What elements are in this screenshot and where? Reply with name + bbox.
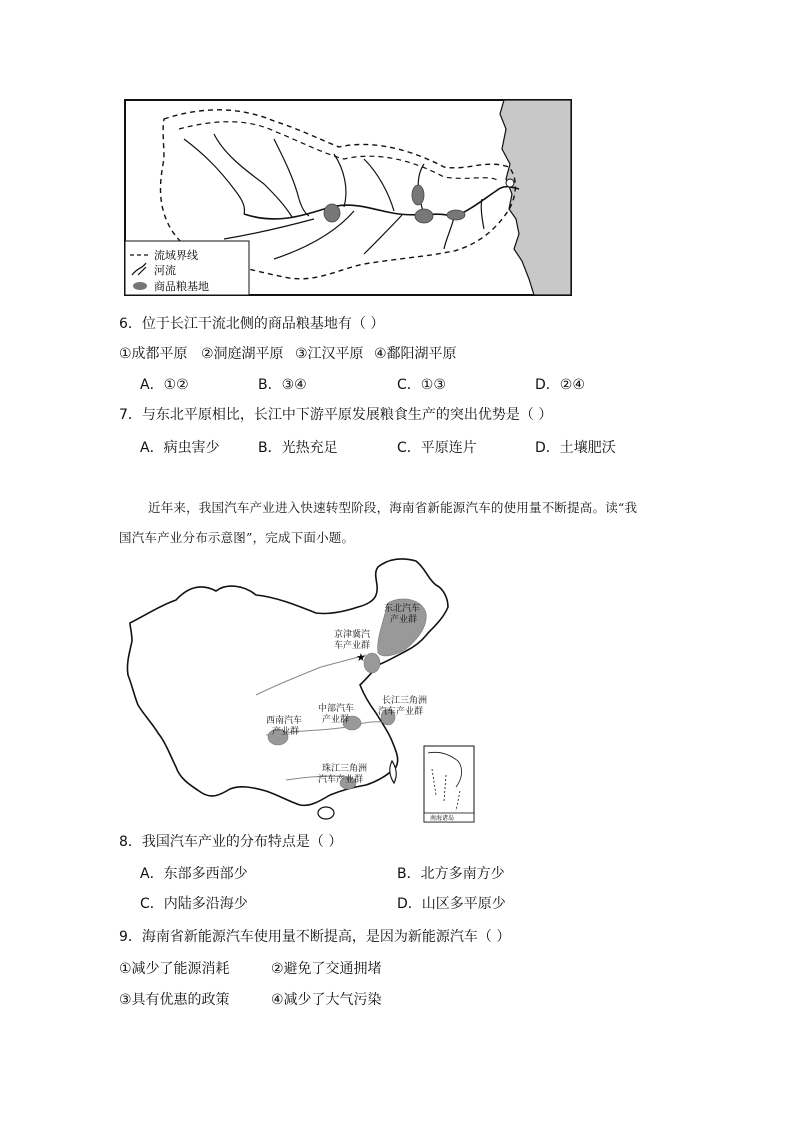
cluster-jingjinji [364, 653, 380, 673]
q7-option-c[interactable]: C．平原连片 [397, 440, 477, 456]
label-yangtze: 长江三角洲汽车产业群 [378, 696, 428, 717]
label-pearl: 珠江三角洲汽车产业群 [318, 764, 368, 785]
question-7-stem: 7．与东北平原相比，长江中下游平原发展粮食生产的突出优势是（ ） [119, 407, 553, 423]
yangtze-basin-map [124, 99, 572, 296]
q8-option-d[interactable]: D．山区多平原少 [397, 896, 506, 912]
question-9-stem: 9．海南省新能源汽车使用量不断提高，是因为新能源汽车（ ） [119, 929, 511, 945]
q8-option-a[interactable]: A．东部多西部少 [140, 866, 248, 882]
q9-statement-1: ①减少了能源消耗 [119, 961, 230, 977]
q6-option-d[interactable]: D．②④ [535, 377, 585, 393]
question-8-stem: 8．我国汽车产业的分布特点是（ ） [119, 834, 343, 850]
q8-option-b[interactable]: B．北方多南方少 [397, 866, 505, 882]
q6-option-b[interactable]: B．③④ [258, 377, 307, 393]
question-6-stem: 6．位于长江干流北侧的商品粮基地有（ ） [119, 316, 385, 332]
q9-statement-2: ②避免了交通拥堵 [271, 961, 382, 977]
china-auto-industry-map [126, 555, 478, 825]
grain-base-jianghan [412, 185, 424, 205]
grain-base-chengdu [324, 204, 340, 222]
q7-option-a[interactable]: A．病虫害少 [140, 440, 220, 456]
q7-option-b[interactable]: B．光热充足 [258, 440, 338, 456]
legend-boundary-label: 流域界线 [154, 249, 198, 262]
q6-statement-3: ③江汉平原 [295, 346, 364, 362]
label-southwest: 西南汽车产业群 [266, 716, 303, 737]
china-outline [127, 559, 448, 805]
inset-label: 南海诸岛 [430, 815, 455, 822]
intro-line-1: 近年来，我国汽车产业进入快速转型阶段，海南省新能源汽车的使用量不断提高。读“我 [148, 500, 638, 515]
q6-statement-4: ④鄱阳湖平原 [374, 346, 457, 362]
grain-base-poyang [447, 210, 465, 220]
q9-statement-3: ③具有优惠的政策 [119, 992, 230, 1008]
south-china-sea-inset [424, 746, 474, 822]
q6-option-c[interactable]: C．①③ [397, 377, 446, 393]
q6-statement-1: ①成都平原 [119, 346, 188, 362]
q6-option-a[interactable]: A．①② [140, 377, 189, 393]
q6-statement-2: ②洞庭湖平原 [201, 346, 284, 362]
q7-option-d[interactable]: D．土壤肥沃 [535, 440, 616, 456]
legend-grain-base-label: 商品粮基地 [154, 280, 209, 293]
legend-river-label: 河流 [154, 264, 176, 277]
label-northeast: 东北汽车产业群 [384, 604, 421, 625]
grain-base-dongting [415, 209, 433, 223]
svg-text:★: ★ [356, 651, 366, 664]
q8-option-c[interactable]: C．内陆多沿海少 [140, 896, 248, 912]
intro-line-2: 国汽车产业分布示意图”，完成下面小题。 [119, 530, 355, 545]
label-jingjinji: 京津冀汽车产业群 [334, 630, 371, 651]
label-central: 中部汽车产业群 [318, 704, 355, 725]
q9-statement-4: ④减少了大气污染 [271, 992, 382, 1008]
